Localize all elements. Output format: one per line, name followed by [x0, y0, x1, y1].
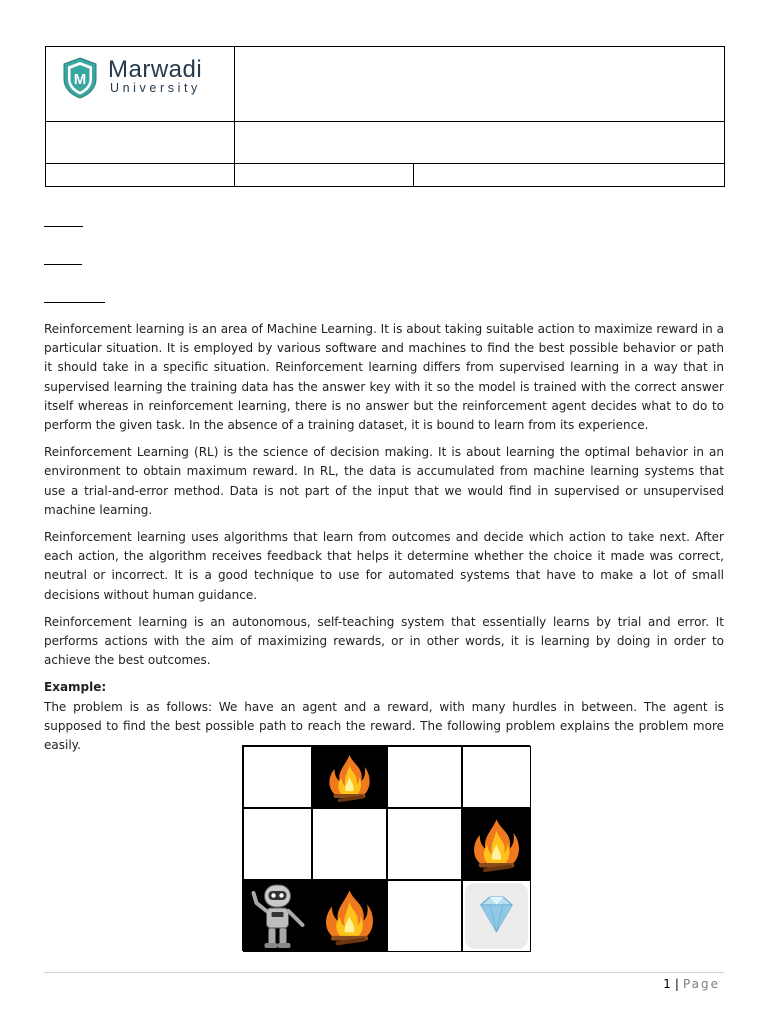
- shield-icon: [62, 57, 98, 99]
- grid-cell-empty: [243, 808, 312, 880]
- svg-text:M: M: [73, 71, 87, 88]
- header-title-cell: [235, 47, 725, 122]
- example-block: [44, 678, 724, 755]
- page-word: Page: [682, 977, 720, 991]
- body-text: [44, 320, 724, 763]
- blank-field-line-1: [44, 226, 83, 227]
- paragraph: Reinforcement learning uses algorithms that learn from outcomes and decide which action to take next. After each action, the algorithm receives feedback that helps it determine whether the choice it made was correct, neutral or incorrect. It is a good technique to use for automated systems that have to make a lot of small decisions without human guidance.: [44, 530, 724, 602]
- logo-name: Marwadi: [108, 56, 203, 83]
- blank-field-line-2: [44, 264, 82, 265]
- grid-cell-empty: [312, 808, 387, 880]
- blank-field-line-3: [44, 302, 105, 303]
- logo-subtitle: University: [110, 81, 201, 95]
- header-table: [45, 46, 725, 187]
- grid-cell-empty: [387, 746, 462, 808]
- grid-cell-empty: [387, 808, 462, 880]
- header-row2-right: [235, 122, 725, 164]
- grid-world: [242, 745, 530, 951]
- header-row2-left: [46, 122, 235, 164]
- header-row3-cell-2: [235, 164, 414, 187]
- header-row3-cell-1: [46, 164, 235, 187]
- grid-cell-empty: [243, 746, 312, 808]
- robot-icon: [244, 881, 311, 951]
- university-logo: [46, 47, 234, 121]
- grid-cell-fire: [462, 808, 531, 880]
- grid-cell-empty: [387, 880, 462, 952]
- fire-icon: [313, 747, 386, 807]
- logo-cell: [46, 47, 235, 122]
- grid-cell-fire: [312, 746, 387, 808]
- page-footer: [663, 977, 720, 991]
- paragraph: Reinforcement learning is an autonomous, self-teaching system that essentially learns by trial and error. It performs actions with the aim of maximizing rewards, or in other words, it is learning by doing in order to achieve the best outcomes.: [44, 614, 724, 668]
- paragraph: Reinforcement learning is an area of Machine Learning. It is about taking suitable action to maximize reward in a particular situation. It is employed by various software and machines to find the best possible behavior or path it should take in a specific situation. Reinforcement learning differs from supervised learning in a way that in supervised learning the training data has the answer key with it so the model is trained with the correct answer itself whereas in reinforcement learning, there is no answer but the reinforcement agent decides what to do to perform the given task. In the absence of a training dataset, it is bound to learn from its experience.: [44, 322, 724, 433]
- page-number: 1: [663, 977, 671, 991]
- paragraph: Reinforcement Learning (RL) is the science of decision making. It is about learning the optimal behavior in an environment to obtain maximum reward. In RL, the data is accumulated from machine learning systems that use a trial-and-error method. Data is not part of the input that we would find in supervised or unsupervised machine learning.: [44, 445, 724, 517]
- grid-cell-robot: [243, 880, 312, 952]
- grid-cell-diamond: [462, 880, 531, 952]
- grid-cell-fire: [312, 880, 387, 952]
- fire-icon: [463, 809, 530, 879]
- example-label: Example:: [44, 680, 107, 695]
- diamond-icon: [463, 881, 530, 951]
- example-text: The problem is as follows: We have an agent and a reward, with many hurdles in between. The agent is supposed to find the best possible path to reach the reward. The following problem explains the problem more easily.: [44, 699, 724, 753]
- footer-separator: |: [674, 977, 679, 991]
- grid-cell-empty: [462, 746, 531, 808]
- fire-icon: [313, 881, 386, 951]
- header-row3-cell-3: [414, 164, 725, 187]
- footer-rule: [44, 972, 724, 973]
